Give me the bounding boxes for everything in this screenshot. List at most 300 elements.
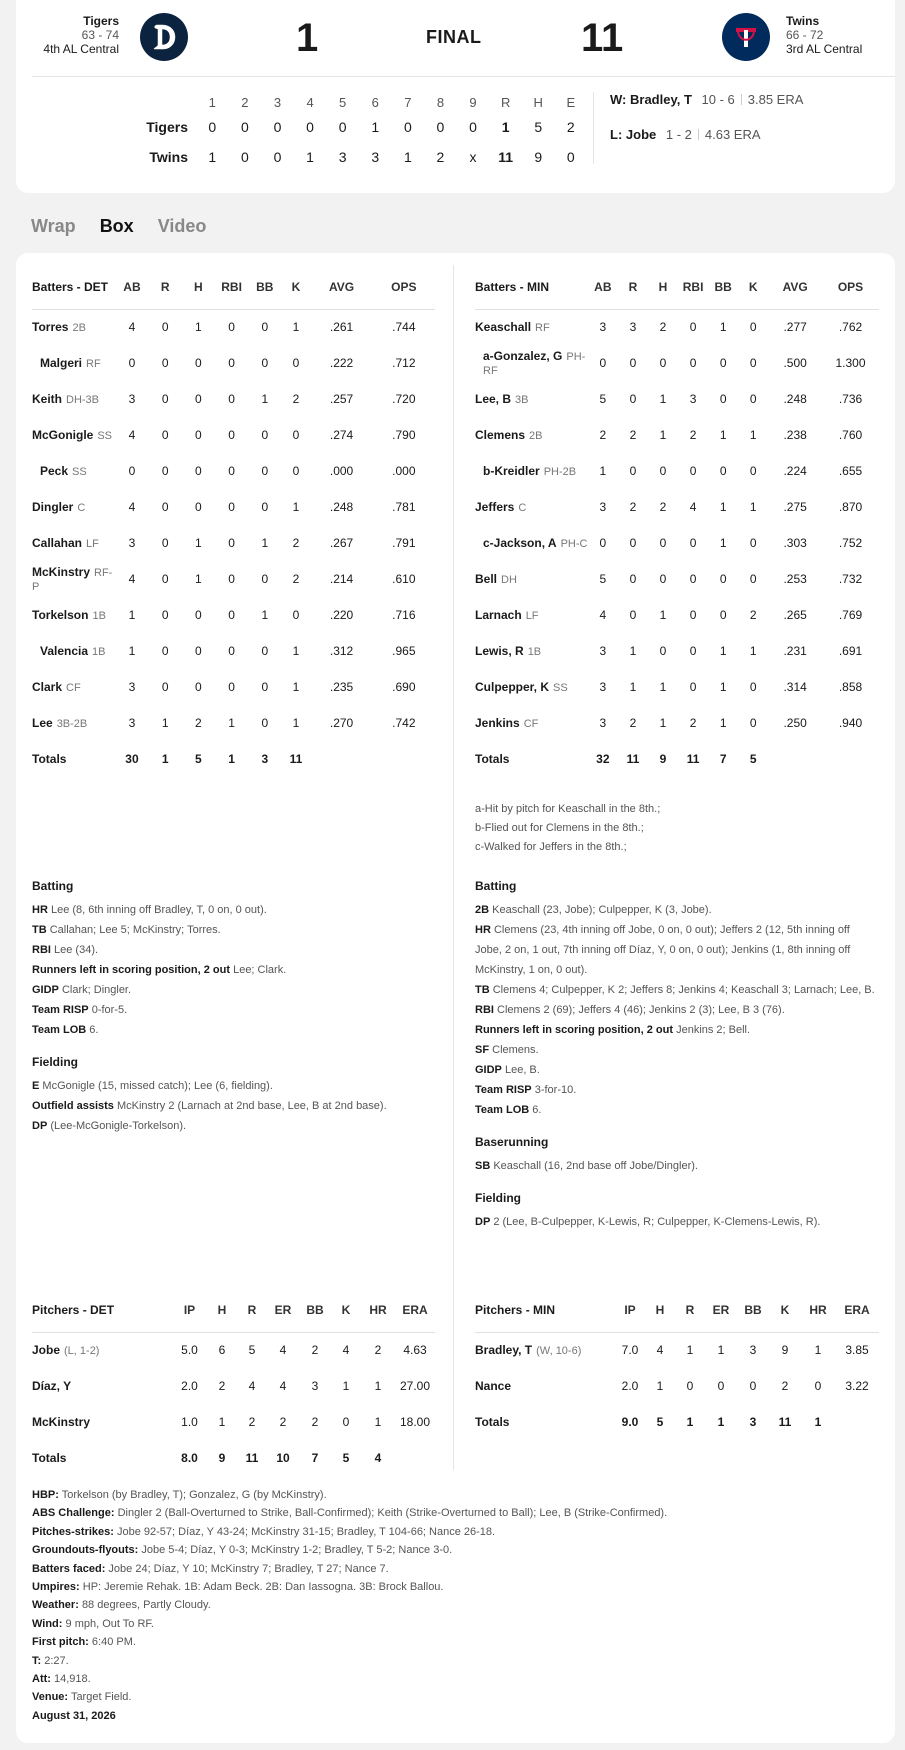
totals-stat: 5 <box>749 752 757 766</box>
batter-name[interactable]: b-Kreidler <box>483 464 540 478</box>
batter-stat: 2 <box>629 716 637 730</box>
batter-stat: .267 <box>329 536 354 550</box>
batter-stat: .222 <box>329 356 354 370</box>
batter-stat: 0 <box>195 680 202 694</box>
linescore-col: 2 <box>241 94 249 110</box>
batter-stat: 0 <box>195 392 202 406</box>
pitcher-cell <box>475 1332 615 1368</box>
batter-stat: .732 <box>838 572 863 586</box>
home-team-standing: 3rd AL Central <box>786 42 863 56</box>
batter-stat: 1 <box>719 500 727 514</box>
substitution-footnotes <box>475 800 879 857</box>
note-label: SB <box>475 1160 491 1172</box>
batter-stat: 1 <box>292 680 300 694</box>
batter-row <box>32 561 435 597</box>
batter-stat: 0 <box>719 572 727 586</box>
batter-cell <box>32 309 115 345</box>
batter-position: LF <box>525 610 539 622</box>
batter-position: 2B <box>529 430 543 442</box>
pitching-col-header: ER <box>267 1288 299 1332</box>
batter-stat: 2 <box>749 608 757 622</box>
batter-stat: .277 <box>783 320 807 335</box>
linescore-col: 9 <box>469 94 477 110</box>
pitcher-name[interactable]: McKinstry <box>32 1415 91 1429</box>
batter-stat: 0 <box>689 536 697 550</box>
batter-position: CF <box>66 682 81 694</box>
batter-stat: .257 <box>329 392 354 406</box>
batter-stat: 0 <box>689 608 697 622</box>
note-label: 2B <box>475 904 490 916</box>
batter-stat: 2 <box>659 320 667 335</box>
note-text: Clemens 4; Culpepper, K 2; Jeffers 8; Jenkins 4; Keaschall 3; Larnach; Lee, B. <box>492 984 875 996</box>
batter-row <box>32 633 435 669</box>
batting-title: Batters - DET <box>32 265 115 309</box>
note-text: Clemens (23, 4th inning off Jobe, 0 on, 0 out); Jeffers 2 (12, 5th inning off Jobe, 2 on, 1 out, 7th inning off Díaz, Y, 0 on, 0 out); Jenkins (1, 8th inning off McKinstry, 1 on, 0 out). <box>475 924 851 976</box>
batter-stat: 5 <box>599 392 607 406</box>
batter-stat: 0 <box>749 464 757 478</box>
batter-name[interactable]: Jeffers <box>475 500 515 514</box>
batter-stat: 1 <box>629 644 637 658</box>
game-note-label: Att: <box>32 1673 51 1686</box>
batting-col-header: R <box>149 265 182 309</box>
batter-position: DH-3B <box>66 394 100 406</box>
linescore-cell: 0 <box>208 119 217 135</box>
loss-era: 4.63 ERA <box>704 127 761 142</box>
batter-stat: 0 <box>228 320 235 335</box>
batter-stat: 1 <box>195 536 202 550</box>
notes-section-title: Fielding <box>32 1055 78 1069</box>
batter-stat: 0 <box>261 356 269 370</box>
game-note-text: Target Field. <box>70 1691 132 1704</box>
batter-stat: .690 <box>392 680 416 694</box>
note-label: Team RISP <box>32 1004 89 1016</box>
linescore-cell: 0 <box>338 119 347 135</box>
note-item <box>475 980 879 1000</box>
note-label: Team LOB <box>32 1024 87 1036</box>
batter-stat: 0 <box>749 680 757 694</box>
batter-stat: 1 <box>261 392 269 406</box>
pitcher-stat: 27.00 <box>399 1379 431 1393</box>
pitcher-stat: 1 <box>656 1379 664 1393</box>
batter-name[interactable]: Clemens <box>475 428 526 442</box>
batter-name[interactable]: Torres <box>32 320 69 335</box>
game-note-text: 88 degrees, Partly Cloudy. <box>81 1599 211 1612</box>
batter-stat: 1 <box>719 716 727 730</box>
batter-name[interactable]: Valencia <box>40 644 89 658</box>
linescore-cell: 0 <box>240 149 249 165</box>
pitcher-cell <box>32 1368 172 1404</box>
batter-stat: .231 <box>783 644 807 658</box>
batter-position: SS <box>72 466 87 478</box>
note-text: Jenkins 2; Bell. <box>676 1024 751 1036</box>
batter-stat: 3 <box>599 500 607 514</box>
batter-stat: 0 <box>261 320 269 335</box>
batter-position: C <box>77 502 86 514</box>
batter-cell <box>475 633 588 669</box>
batter-name[interactable]: Dingler <box>32 500 74 514</box>
batter-stat: .858 <box>838 680 863 694</box>
note-text: Keaschall (23, Jobe); Culpepper, K (3, Jobe). <box>492 904 712 916</box>
note-text: 0-for-5. <box>91 1004 128 1016</box>
pitcher-stat: 4 <box>342 1343 350 1358</box>
batter-stat: 2 <box>629 428 637 442</box>
batter-stat: 0 <box>161 500 169 514</box>
batter-cell <box>32 453 115 489</box>
game-note-label: HBP: <box>32 1489 59 1501</box>
notes-section-title: Fielding <box>475 1191 521 1205</box>
game-note <box>32 1688 882 1706</box>
linescore-row-home <box>136 142 587 172</box>
pitcher-stat: 2 <box>311 1415 319 1429</box>
batter-cell <box>32 597 115 633</box>
tab-box[interactable]: Box <box>99 216 134 236</box>
batter-stat: 0 <box>195 500 202 514</box>
box-score-card <box>16 253 895 1743</box>
linescore-runs: 11 <box>498 149 514 165</box>
batting-col-header: H <box>648 265 678 309</box>
game-note-label: Batters faced: <box>32 1562 106 1575</box>
note-item <box>475 1156 879 1176</box>
game-note <box>32 1596 882 1614</box>
note-label: E <box>32 1080 40 1092</box>
note-item <box>32 940 435 960</box>
pitching-header-row <box>475 1288 879 1332</box>
note-item <box>32 1000 435 1020</box>
batter-name[interactable]: Culpepper, K <box>475 680 550 694</box>
batter-stat: .610 <box>392 572 416 586</box>
batter-position: RF <box>535 322 550 335</box>
spacer <box>475 1120 879 1132</box>
game-tabs <box>31 216 206 237</box>
batter-stat: 0 <box>292 608 300 622</box>
batter-stat: .716 <box>392 608 416 622</box>
batter-row <box>32 345 435 381</box>
totals-label: Totals <box>32 1451 67 1465</box>
note-text: Callahan; Lee 5; McKinstry; Torres. <box>49 924 221 936</box>
batter-stat: 0 <box>659 536 667 550</box>
pitcher-stat: 5 <box>248 1343 256 1358</box>
game-note-text: Dingler 2 (Ball-Overturned to Strike, Ball-Confirmed); Keith (Strike-Overturned to Ball); Lee, B (Strike-Confirmed). <box>117 1507 668 1520</box>
batter-stat: 3 <box>128 392 136 406</box>
batter-row <box>32 309 435 345</box>
batter-stat: .870 <box>838 500 863 514</box>
batter-name[interactable]: Jenkins <box>475 716 520 730</box>
game-status: FINAL <box>426 27 482 47</box>
batter-stat: 0 <box>228 572 235 586</box>
batting-notes-min <box>475 876 879 1232</box>
batter-stat: 0 <box>161 356 169 370</box>
batter-name[interactable]: McKinstry <box>32 565 91 579</box>
pitcher-name[interactable]: Bradley, T <box>475 1343 533 1358</box>
totals-stat: 32 <box>596 752 610 766</box>
note-item <box>32 1116 435 1136</box>
note-label: TB <box>475 984 490 996</box>
batter-position: SS <box>553 682 568 694</box>
game-note-label: Umpires: <box>32 1581 80 1594</box>
batter-cell <box>32 561 115 597</box>
batter-stat: 1 <box>292 500 300 514</box>
batter-cell <box>32 705 115 741</box>
linescore-col: E <box>566 94 576 110</box>
batter-name[interactable]: Lee, B <box>475 392 512 406</box>
batter-stat: 1 <box>749 500 757 514</box>
batter-position: RF <box>86 358 101 370</box>
batter-stat: 0 <box>689 320 697 335</box>
pitcher-cell <box>475 1368 615 1404</box>
batter-cell <box>475 561 588 597</box>
batter-stat: 2 <box>292 392 300 406</box>
pitcher-stat: 1 <box>686 1343 694 1358</box>
batter-name[interactable]: a-Gonzalez, G <box>483 349 563 363</box>
pitcher-stat: 0 <box>814 1379 822 1393</box>
note-item <box>32 920 435 940</box>
batter-position: CF <box>523 718 539 730</box>
game-note-text: Jobe 92-57; Díaz, Y 43-24; McKinstry 31-15; Bradley, T 104-66; Nance 26-18. <box>117 1525 496 1538</box>
totals-stat: 5 <box>656 1415 664 1429</box>
batter-name[interactable]: Bell <box>475 572 498 586</box>
linescore-cell: 0 <box>273 149 282 165</box>
batter-stat: .312 <box>329 644 354 658</box>
batter-stat: .655 <box>838 464 863 478</box>
batter-stat: 2 <box>689 428 697 442</box>
pitcher-name[interactable]: Nance <box>475 1379 512 1393</box>
win-pitcher-name[interactable]: Bradley, T <box>630 92 692 107</box>
totals-stat: 10 <box>276 1451 290 1465</box>
totals-stat: 5 <box>195 752 202 766</box>
pitcher-stat: 1 <box>374 1415 382 1429</box>
batter-stat: .736 <box>838 392 863 406</box>
pitcher-stat: 3.85 <box>845 1343 869 1358</box>
game-note-label: ABS Challenge: <box>32 1507 115 1520</box>
linescore-col: 5 <box>339 94 347 110</box>
totals-stat: 9 <box>659 752 667 766</box>
totals-stat: 3 <box>749 1415 757 1429</box>
batter-name[interactable]: Lee <box>32 716 53 730</box>
batter-stat: 0 <box>228 680 235 694</box>
note-text: Keaschall (16, 2nd base off Jobe/Dingler). <box>493 1160 698 1172</box>
pitcher-stat: 4 <box>656 1343 664 1358</box>
pitcher-row <box>32 1404 435 1440</box>
batter-name[interactable]: Larnach <box>475 608 522 622</box>
pitching-title: Pitchers - DET <box>32 1288 172 1332</box>
note-label: RBI <box>475 1004 494 1016</box>
pitcher-stat: 4 <box>248 1379 256 1393</box>
pitcher-row <box>475 1332 879 1368</box>
pitcher-stat: 1 <box>717 1343 725 1358</box>
batter-name[interactable]: c-Jackson, A <box>483 536 557 550</box>
batter-name[interactable]: Keaschall <box>475 320 532 335</box>
batter-stat: 0 <box>228 356 235 370</box>
batter-stat: 0 <box>195 608 202 622</box>
totals-stat: 11 <box>245 1451 259 1465</box>
batter-stat: .224 <box>783 464 807 478</box>
batter-name[interactable]: Keith <box>32 392 62 406</box>
batter-stat: 2 <box>659 500 667 514</box>
batter-stat: 3 <box>629 320 637 335</box>
batter-cell <box>475 525 588 561</box>
totals-stat: 1 <box>161 752 169 766</box>
note-item <box>32 980 435 1000</box>
batter-row <box>475 633 879 669</box>
batter-position: RF-P <box>32 567 113 593</box>
note-label: RBI <box>32 944 51 956</box>
loss-prefix: L: <box>610 127 623 142</box>
batter-stat: 0 <box>161 320 169 335</box>
batting-col-header: RBI <box>678 265 708 309</box>
batter-position: PH-RF <box>483 351 586 377</box>
batter-stat: 0 <box>629 536 637 550</box>
batter-stat: 0 <box>161 428 169 442</box>
linescore-team: Tigers <box>146 119 188 135</box>
batter-stat: 0 <box>161 392 169 406</box>
pitching-table-det <box>32 1288 435 1476</box>
pitcher-stat: 5.0 <box>181 1343 198 1358</box>
batter-stat: 0 <box>161 572 169 586</box>
totals-stat: 11 <box>686 752 700 766</box>
batter-stat: 1 <box>749 644 757 658</box>
pitcher-stat: 0 <box>686 1379 694 1393</box>
tab-video[interactable]: Video <box>157 216 207 236</box>
batter-stat: .760 <box>838 428 863 442</box>
column-divider <box>453 265 454 1470</box>
pitcher-stat: 2 <box>279 1415 287 1429</box>
totals-stat <box>373 741 435 777</box>
batter-name[interactable]: Lewis, R <box>475 644 524 658</box>
batter-stat: .691 <box>838 644 863 658</box>
pitching-col-header: ERA <box>835 1288 879 1332</box>
batter-cell <box>32 381 115 417</box>
note-text: 6. <box>89 1024 99 1036</box>
pitcher-stat: 2.0 <box>181 1379 198 1393</box>
game-note <box>32 1560 882 1578</box>
game-note <box>32 1578 882 1596</box>
batter-stat: 0 <box>161 680 169 694</box>
batter-name[interactable]: Torkelson <box>32 608 89 622</box>
batter-stat: .261 <box>329 320 354 335</box>
pitcher-stat: 18.00 <box>399 1415 431 1429</box>
pitching-col-header: R <box>675 1288 705 1332</box>
batter-name[interactable]: Clark <box>32 680 63 694</box>
losing-pitcher <box>610 127 761 142</box>
twins-logo-icon[interactable] <box>722 13 770 61</box>
note-text: 3-for-10. <box>534 1084 577 1096</box>
batter-stat: 0 <box>629 392 637 406</box>
batter-stat: 0 <box>629 464 637 478</box>
batter-stat: 4 <box>599 608 607 622</box>
batter-stat: .781 <box>392 500 416 514</box>
spacer <box>475 1176 879 1188</box>
tab-wrap[interactable]: Wrap <box>31 216 76 236</box>
batting-totals-row <box>475 741 879 777</box>
home-team-info <box>786 14 862 56</box>
game-note <box>32 1670 882 1688</box>
pitcher-stat: 6 <box>218 1343 226 1358</box>
game-note-label: Pitches-strikes: <box>32 1525 114 1538</box>
batter-position: 1B <box>92 610 106 622</box>
linescore-cell: x <box>469 149 477 165</box>
linescore-cell: 0 <box>240 119 249 135</box>
tigers-logo-icon[interactable] <box>140 13 188 61</box>
note-text: Lee, B. <box>504 1064 540 1076</box>
pitcher-stat: 1 <box>814 1343 822 1358</box>
batter-row <box>32 669 435 705</box>
batter-name[interactable]: McGonigle <box>32 428 94 442</box>
loss-pitcher-name[interactable]: Jobe <box>625 127 657 142</box>
pitcher-stat: 1.0 <box>181 1415 198 1429</box>
batter-stat: .235 <box>329 680 354 694</box>
batter-stat: 0 <box>629 572 637 586</box>
spacer <box>32 1040 435 1052</box>
batter-stat: 0 <box>629 356 637 370</box>
game-note-text: Torkelson (by Bradley, T); Gonzalez, G (by McKinstry). <box>61 1489 327 1501</box>
batter-stat: 1 <box>195 320 202 335</box>
pitching-col-header: ERA <box>395 1288 435 1332</box>
batter-row <box>32 597 435 633</box>
batter-stat: 2 <box>195 716 202 730</box>
pitching-totals-row <box>475 1404 879 1440</box>
batter-position: PH-C <box>560 538 588 550</box>
batter-stat: 1 <box>659 428 667 442</box>
note-item <box>475 1060 879 1080</box>
batter-stat: 3 <box>599 716 607 730</box>
pitcher-name[interactable]: Jobe <box>32 1343 61 1358</box>
away-team-standing: 4th AL Central <box>43 42 119 56</box>
batter-stat: 2 <box>292 536 300 550</box>
batter-stat: 0 <box>659 356 667 370</box>
batter-stat: 0 <box>228 428 235 442</box>
note-item <box>32 900 435 920</box>
totals-stat <box>822 741 879 777</box>
batter-stat: 0 <box>749 716 757 730</box>
batter-stat: 0 <box>659 644 667 658</box>
batter-stat: 0 <box>261 680 269 694</box>
linescore-runs: 1 <box>501 119 510 135</box>
linescore-errors: 0 <box>566 149 575 165</box>
batter-stat: 4 <box>128 320 136 335</box>
note-text: 2 (Lee, B-Culpepper, K-Lewis, R; Culpepper, K-Clemens-Lewis, R). <box>493 1216 821 1228</box>
batter-name[interactable]: Peck <box>40 464 69 478</box>
batter-stat: 2 <box>629 500 637 514</box>
batter-stat: 0 <box>689 356 697 370</box>
batter-stat: .220 <box>329 608 354 622</box>
linescore-cell: 0 <box>273 119 282 135</box>
totals-label: Totals <box>32 752 67 766</box>
game-note-label: Groundouts-flyouts: <box>32 1544 139 1557</box>
batter-cell <box>475 381 588 417</box>
linescore-cell: 3 <box>338 149 347 165</box>
batter-name[interactable]: Malgeri <box>40 356 83 370</box>
batter-stat: 1 <box>719 428 727 442</box>
pitcher-stat: 4 <box>279 1379 287 1393</box>
pitcher-stat: 2 <box>781 1379 789 1393</box>
note-text: Lee (8, 6th inning off Bradley, T, 0 on, 0 out). <box>50 904 267 916</box>
game-note-label: Weather: <box>32 1599 79 1612</box>
pitcher-stat: 2 <box>374 1343 382 1358</box>
note-text: Lee; Clark. <box>233 964 287 976</box>
pitcher-name[interactable]: Díaz, Y <box>32 1379 72 1393</box>
batter-name[interactable]: Callahan <box>32 536 83 550</box>
batter-cell <box>475 705 588 741</box>
win-era: 3.85 ERA <box>747 92 804 107</box>
home-score: 11 <box>581 16 624 60</box>
batter-stat: 1 <box>261 536 269 550</box>
game-note-text: 9 mph, Out To RF. <box>65 1617 154 1630</box>
batter-row <box>475 345 879 381</box>
batter-stat: .762 <box>838 320 863 335</box>
note-text: Clemens. <box>492 1044 539 1056</box>
batter-stat: 0 <box>195 356 202 370</box>
linescore-cell: 0 <box>436 119 445 135</box>
